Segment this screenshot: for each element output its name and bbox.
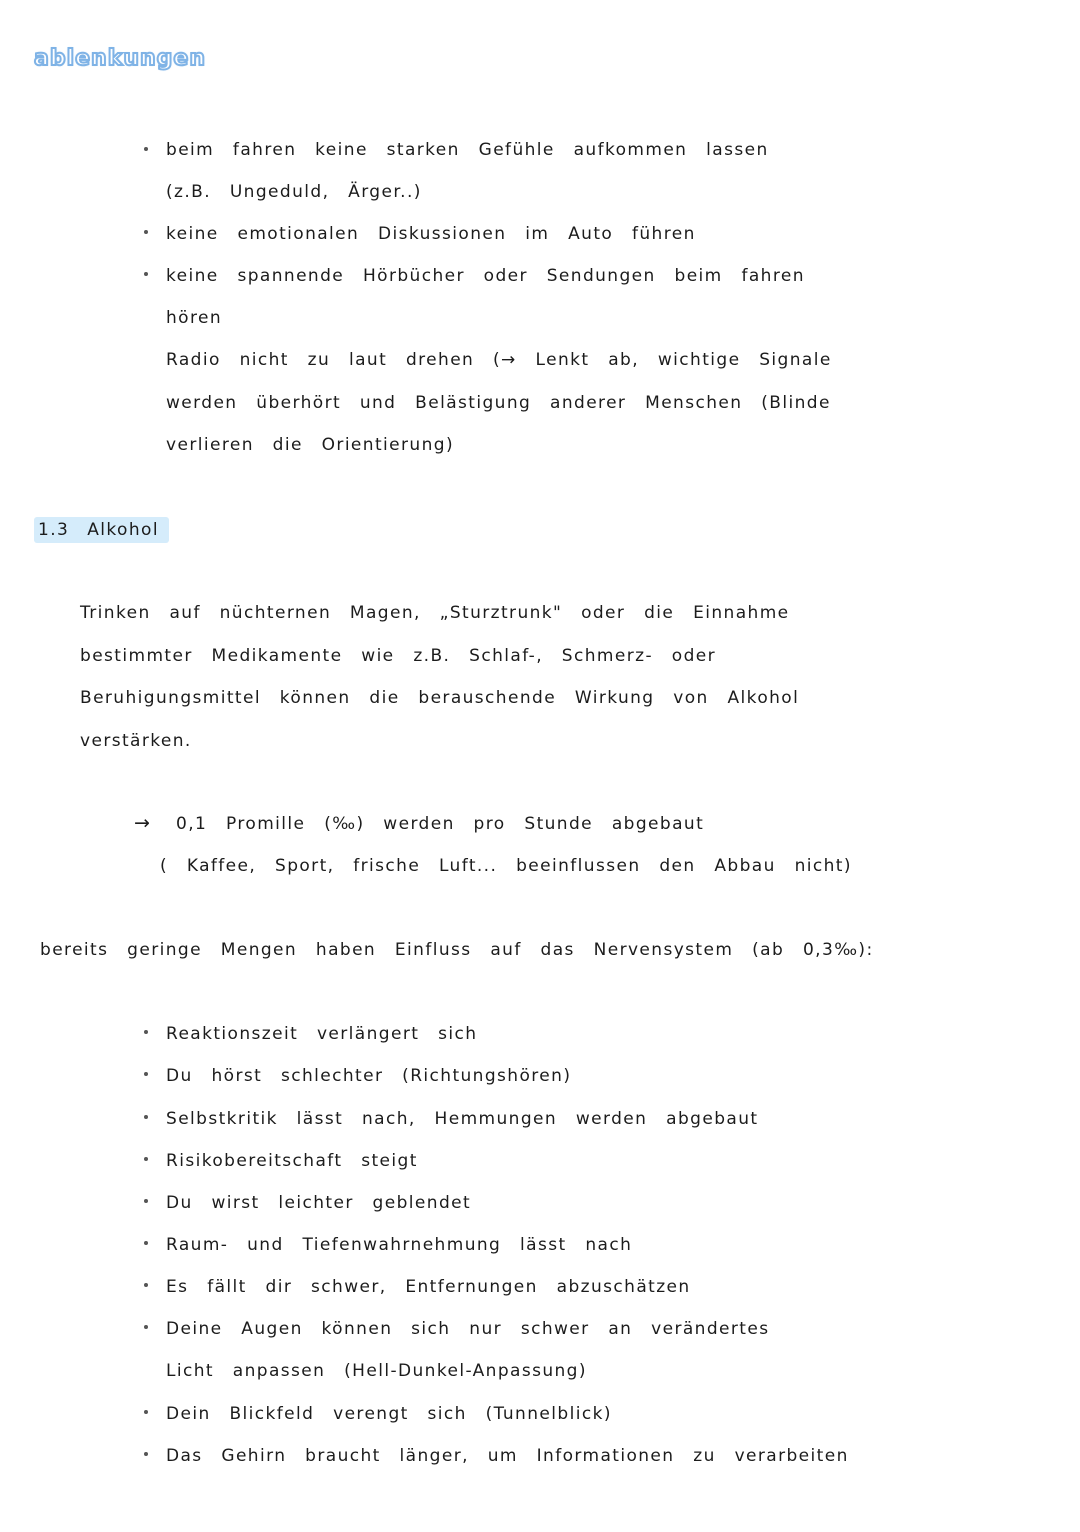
bullet-dot: [144, 1452, 148, 1456]
page-title: ablenkungen: [34, 46, 207, 71]
list-item: Dein Blickfeld verengt sich (Tunnelblick): [166, 1404, 612, 1424]
list-item-continuation: verlieren die Orientierung): [166, 435, 454, 455]
bullet-dot: [144, 1325, 148, 1329]
list-item-continuation: werden überhört und Belästigung anderer Menschen (Blinde: [166, 393, 831, 413]
arrow-icon: →: [134, 812, 150, 834]
list-item: beim fahren keine starken Gefühle aufkommen lassen: [166, 140, 769, 160]
bullet-dot: [144, 1115, 148, 1119]
bullet-dot: [144, 1283, 148, 1287]
bullet-dot: [144, 1072, 148, 1076]
list-item: Raum- und Tiefenwahrnehmung lässt nach: [166, 1235, 633, 1255]
list-item: Es fällt dir schwer, Entfernungen abzuschätzen: [166, 1277, 691, 1297]
bullet-dot: [144, 1030, 148, 1034]
paragraph-line: bestimmter Medikamente wie z.B. Schlaf-, Schmerz- oder: [80, 646, 717, 666]
section-number: 1.3: [38, 520, 70, 540]
intro-line: bereits geringe Mengen haben Einfluss auf das Nervensystem (ab 0,3‰):: [40, 940, 874, 960]
list-item: Risikobereitschaft steigt: [166, 1151, 418, 1171]
note-line: 0,1 Promille (‰) werden pro Stunde abgebaut: [176, 814, 705, 834]
list-item: Reaktionszeit verlängert sich: [166, 1024, 478, 1044]
bullet-dot: [144, 1157, 148, 1161]
list-item: Du hörst schlechter (Richtungshören): [166, 1066, 572, 1086]
bullet-dot: [144, 272, 148, 276]
section-heading: [34, 517, 169, 543]
note-line: ( Kaffee, Sport, frische Luft... beeinflussen den Abbau nicht): [160, 856, 852, 876]
list-item: keine spannende Hörbücher oder Sendungen beim fahren: [166, 266, 805, 286]
section-label: Alkohol: [87, 520, 159, 540]
paragraph-line: verstärken.: [80, 731, 192, 751]
paragraph-line: Trinken auf nüchternen Magen, „Sturztrunk" oder die Einnahme: [80, 603, 790, 623]
list-item-continuation: Radio nicht zu laut drehen (→ Lenkt ab, wichtige Signale: [166, 350, 832, 370]
bullet-dot: [144, 1199, 148, 1203]
list-item: keine emotionalen Diskussionen im Auto führen: [166, 224, 696, 244]
bullet-dot: [144, 230, 148, 234]
bullet-dot: [144, 147, 148, 151]
list-item-continuation: (z.B. Ungeduld, Ärger..): [166, 182, 422, 202]
bullet-dot: [144, 1410, 148, 1414]
list-item-continuation: Licht anpassen (Hell-Dunkel-Anpassung): [166, 1361, 587, 1381]
list-item: Du wirst leichter geblendet: [166, 1193, 472, 1213]
paragraph-line: Beruhigungsmittel können die berauschende Wirkung von Alkohol: [80, 688, 800, 708]
list-item: Selbstkritik lässt nach, Hemmungen werden abgebaut: [166, 1109, 759, 1129]
list-item: Das Gehirn braucht länger, um Informationen zu verarbeiten: [166, 1446, 849, 1466]
bullet-dot: [144, 1241, 148, 1245]
list-item: Deine Augen können sich nur schwer an verändertes: [166, 1319, 770, 1339]
list-item-continuation: hören: [166, 308, 223, 328]
